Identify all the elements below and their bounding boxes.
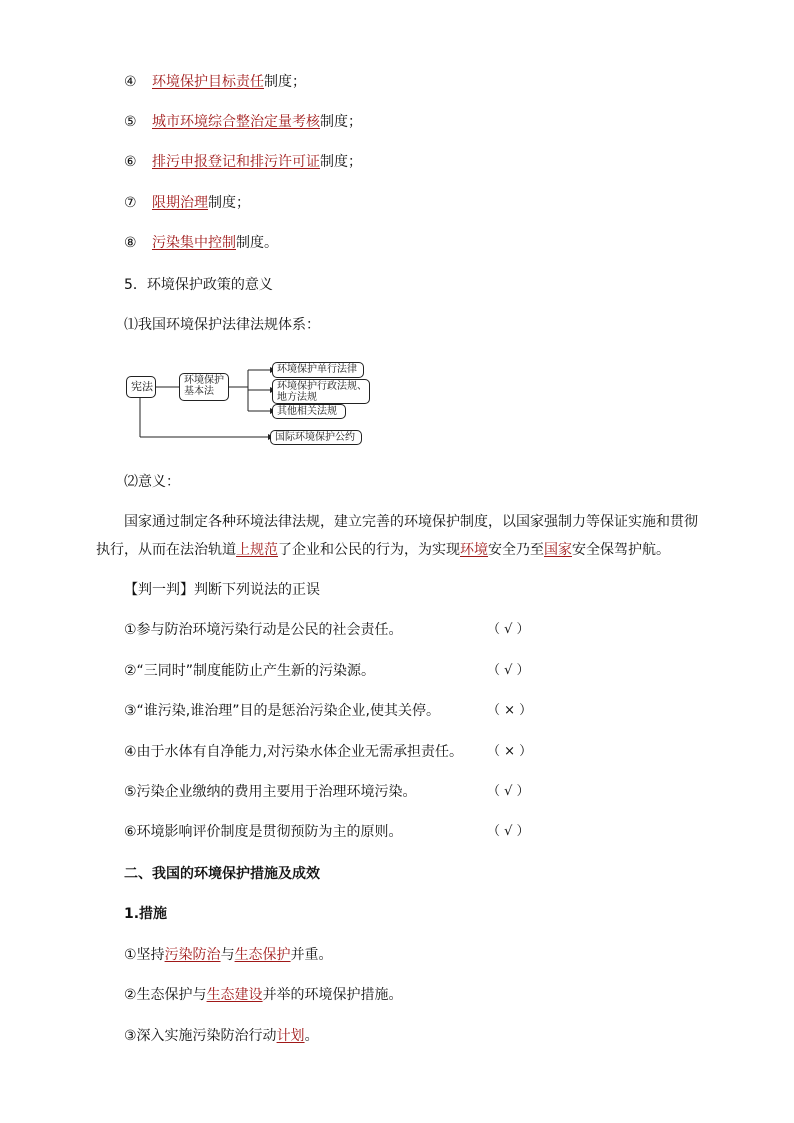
subsection-heading: ⑵意义： xyxy=(124,474,180,490)
measure-item: ③深入实施污染防治行动计划。 xyxy=(124,1028,319,1044)
list-item: ④ 环境保护目标责任制度； xyxy=(124,74,306,90)
judge-item: ①参与防治环境污染行动是公民的社会责任。 xyxy=(124,622,403,638)
diagram-node-basic-law: 环境保护 基本法 xyxy=(179,373,229,401)
list-item: ⑥ 排污申报登记和排污许可证制度； xyxy=(124,154,362,170)
paragraph-line: 国家通过制定各种环境法律法规，建立完善的环境保护制度，以国家强制力等保证实施和贯彻 xyxy=(124,514,698,530)
subsection-heading: ⑴我国环境保护法律法规体系： xyxy=(124,317,320,333)
judge-mark: （ × ） xyxy=(487,703,533,718)
judge-mark: （ √ ） xyxy=(487,784,530,799)
judge-mark: （ √ ） xyxy=(487,824,530,839)
measure-item: ①坚持污染防治与生态保护并重。 xyxy=(124,947,333,963)
section-heading: 5．环境保护政策的意义 xyxy=(124,277,273,293)
diagram-node-international-conventions: 国际环境保护公约 xyxy=(270,430,362,445)
judge-mark: （ √ ） xyxy=(487,663,530,678)
diagram-node-single-laws: 环境保护单行法律 xyxy=(272,362,364,378)
judge-item: ⑥环境影响评价制度是贯彻预防为主的原则。 xyxy=(124,824,403,840)
subsection-heading: 1.措施 xyxy=(124,906,168,922)
measure-item: ②生态保护与生态建设并举的环境保护措施。 xyxy=(124,987,403,1003)
judge-heading: 【判一判】判断下列说法的正误 xyxy=(124,582,320,598)
judge-mark: （ × ） xyxy=(487,744,533,759)
judge-item: ⑤污染企业缴纳的费用主要用于治理环境污染。 xyxy=(124,784,417,800)
list-item: ⑦ 限期治理制度； xyxy=(124,195,250,211)
list-item: ⑧ 污染集中控制制度。 xyxy=(124,235,278,251)
judge-item: ④由于水体有自净能力,对污染水体企业无需承担责任。 xyxy=(124,744,463,760)
judge-item: ②“三同时”制度能防止产生新的污染源。 xyxy=(124,663,376,679)
diagram-node-admin-regulations: 环境保护行政法规、 地方法规 xyxy=(272,379,370,404)
paragraph-line: 执行，从而在法治轨道上规范了企业和公民的行为，为实现环境安全乃至国家安全保驾护航。 xyxy=(96,542,670,558)
judge-item: ③“谁污染,谁治理”目的是惩治污染企业,使其关停。 xyxy=(124,703,440,719)
judge-mark: （ √ ） xyxy=(487,622,530,637)
list-item: ⑤ 城市环境综合整治定量考核制度； xyxy=(124,114,362,130)
diagram-node-constitution: 宪法 xyxy=(126,376,156,398)
diagram-node-other-regulations: 其他相关法规 xyxy=(272,404,346,419)
section-heading: 二、我国的环境保护措施及成效 xyxy=(124,866,320,882)
